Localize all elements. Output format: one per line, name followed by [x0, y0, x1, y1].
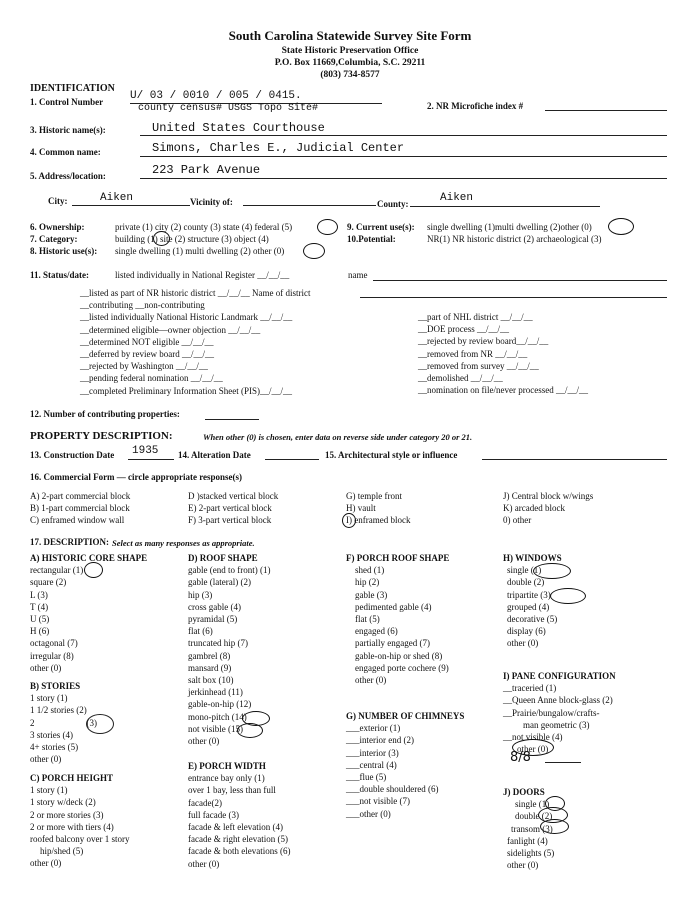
porch-roof-title: F) PORCH ROOF SHAPE [346, 553, 450, 563]
pane-option[interactable]: __Queen Anne block-glass (2) [503, 695, 613, 706]
identification-heading: IDENTIFICATION [30, 83, 115, 94]
alteration-date-label: 14. Alteration Date [178, 450, 251, 460]
porch-width-group [188, 760, 290, 870]
commercial-form-label: 16. Commercial Form — circle appropriate response(s) [30, 472, 243, 482]
status-item[interactable]: __removed from NR __/__/__ [418, 348, 528, 359]
status-item[interactable]: __rejected by review board__/__/__ [418, 336, 549, 347]
commercial-col-2 [188, 490, 278, 527]
porch-roof-option[interactable]: engaged porte cochere (9) [355, 662, 449, 673]
historic-name-label: 3. Historic name(s): [30, 125, 106, 135]
porch-width-option[interactable]: full facade (3) [188, 809, 239, 820]
pane-option[interactable]: __Prairie/bungalow/crafts- [503, 707, 600, 718]
commercial-option[interactable]: 0) other [503, 515, 532, 526]
commercial-option[interactable]: D )stacked vertical block [188, 491, 279, 501]
stories-option[interactable]: 1 story (1) [30, 693, 68, 704]
form-title: South Carolina Statewide Survey Site Form [228, 28, 472, 43]
porch-roof-option[interactable]: other (0) [355, 675, 387, 686]
porch-roof-option[interactable]: shed (1) [355, 565, 385, 576]
core-shape-option[interactable]: H (6) [30, 626, 50, 637]
district-name-line[interactable] [360, 297, 667, 298]
porch-width-title: E) PORCH WIDTH [188, 761, 266, 771]
control-number-sublabel: county census# USGS Topo Site# [138, 103, 319, 114]
construction-date-line [128, 459, 174, 460]
roof-shape-option[interactable]: jerkinhead (11) [188, 687, 243, 698]
potential-options[interactable]: NR(1) NR historic district (2) archaeological (3) [427, 234, 602, 244]
chimney-option[interactable]: ___central (4) [346, 759, 397, 770]
commercial-option[interactable]: I) enframed block [346, 515, 411, 526]
porch-roof-option[interactable]: gable-on-hip or shed (8) [355, 650, 443, 661]
window-single-circle [533, 563, 571, 579]
style-line[interactable] [482, 459, 667, 460]
construction-date-value[interactable]: 1935 [132, 445, 159, 457]
roof-shape-option[interactable]: other (0) [188, 736, 220, 747]
status-item[interactable]: __listed individually National Historic Landmark __/__/__ [80, 312, 293, 323]
status-item[interactable]: __demolished __/__/__ [418, 373, 503, 384]
door-option[interactable]: single (1) [515, 799, 550, 810]
pane-option[interactable]: other (0) [517, 744, 549, 755]
window-option[interactable]: single (1) [507, 565, 542, 576]
porch-width-option[interactable]: facade(2) [188, 797, 222, 808]
core-shape-option[interactable]: U (5) [30, 614, 50, 625]
chimneys-group [346, 710, 464, 820]
door-option[interactable]: other (0) [507, 860, 539, 871]
door-option[interactable]: sidelights (5) [507, 848, 555, 859]
construction-date-label: 13. Construction Date [30, 450, 115, 460]
core-shape-title: A) HISTORIC CORE SHAPE [30, 553, 148, 563]
porch-width-option[interactable]: entrance bay only (1) [188, 773, 265, 784]
doors-title: J) DOORS [503, 787, 545, 797]
porch-width-option[interactable]: facade & right elevation (5) [188, 834, 288, 845]
enframed-block-circle [342, 513, 356, 528]
pane-handwritten-line [545, 762, 581, 763]
status-label: 11. Status/date: [30, 270, 90, 280]
category-label: 7. Category: [30, 234, 78, 244]
roof-shape-option[interactable]: salt box (10) [188, 675, 234, 686]
pane-configuration-title: I) PANE CONFIGURATION [503, 671, 616, 681]
office-name: State Historic Preservation Office [281, 46, 419, 56]
commercial-option[interactable]: B) 1-part commercial block [30, 503, 130, 514]
status-item[interactable]: __listed as part of NR historic district __/__/__ Name of district [80, 288, 311, 298]
address-line [140, 178, 667, 179]
door-option[interactable]: transom (3) [511, 823, 553, 834]
stories-title: B) STORIES [30, 681, 81, 691]
stories-two-label: 2 [30, 717, 35, 728]
commercial-option[interactable]: A) 2-part commercial block [30, 491, 131, 501]
stories-two-code: (3) [86, 717, 97, 728]
chimney-option[interactable]: ___other (0) [346, 808, 391, 819]
status-item[interactable]: __rejected by Washington __/__/__ [80, 361, 208, 372]
window-option[interactable]: tripartite (3) [507, 589, 551, 600]
roof-shape-option[interactable]: gambrel (8) [188, 650, 231, 661]
commercial-option[interactable]: C) enframed window wall [30, 515, 125, 526]
core-shape-option[interactable]: L (3) [30, 589, 48, 600]
commercial-option[interactable]: J) Central block w/wings [503, 491, 594, 501]
status-left-list [80, 287, 310, 397]
address-value[interactable]: 223 Park Avenue [152, 163, 261, 177]
roof-shape-option[interactable]: mono-pitch (14) [188, 711, 247, 722]
porch-height-option[interactable]: 1 story (1) [30, 785, 68, 796]
vicinity-line[interactable] [243, 205, 376, 206]
status-name-line[interactable] [373, 280, 667, 281]
porch-height-option[interactable]: other (0) [30, 858, 62, 869]
contributing-properties-label: 12. Number of contributing properties: [30, 409, 180, 419]
core-shape-option[interactable]: square (2) [30, 577, 67, 588]
nr-microfiche-label: 2. NR Microfiche index # [427, 101, 524, 111]
city-line [72, 205, 190, 206]
ownership-federal-circle [317, 219, 338, 235]
window-option[interactable]: double (2) [507, 577, 545, 588]
roof-shape-option[interactable]: mansard (9) [188, 662, 232, 673]
not-visible-circle [237, 723, 263, 738]
category-options[interactable]: building (1) site (2) structure (3) object (4) [115, 234, 269, 244]
porch-height-option[interactable]: 2 or more stories (3) [30, 809, 104, 820]
city-label: City: [48, 196, 68, 206]
description-note: Select as many responses as appropriate. [112, 538, 255, 548]
alteration-date-line[interactable] [265, 459, 319, 460]
door-option[interactable]: fanlight (4) [507, 835, 548, 846]
rectangular-circle [84, 562, 103, 578]
porch-height-title: C) PORCH HEIGHT [30, 773, 114, 783]
porch-width-option[interactable]: over 1 bay, less than full [188, 785, 276, 796]
commercial-option[interactable]: G) temple front [346, 491, 402, 501]
historic-use-options[interactable]: single dwelling (1) multi dwelling (2) other (0) [115, 246, 285, 256]
core-shape-option[interactable]: T (4) [30, 601, 49, 612]
porch-height-group [30, 772, 129, 870]
chimney-option[interactable]: ___flue (5) [346, 772, 387, 783]
porch-height-option[interactable]: 2 or more with tiers (4) [30, 821, 114, 832]
window-option[interactable]: grouped (4) [507, 601, 550, 612]
historic-use-label: 8. Historic use(s): [30, 246, 98, 256]
status-item[interactable]: __deferred by review board __/__/__ [80, 349, 214, 360]
window-tripartite-circle [550, 588, 586, 604]
porch-width-option[interactable]: facade & both elevations (6) [188, 846, 291, 857]
porch-roof-group [346, 552, 449, 686]
roof-shape-title: D) ROOF SHAPE [188, 553, 258, 563]
porch-roof-option[interactable]: partially engaged (7) [355, 638, 430, 649]
roof-shape-option[interactable]: truncated hip (7) [188, 638, 248, 649]
core-shape-option[interactable]: other (0) [30, 662, 62, 673]
status-item[interactable]: __contributing __non-contributing [80, 300, 205, 311]
chimney-option[interactable]: ___double shouldered (6) [346, 784, 439, 795]
status-item[interactable]: __nomination on file/never processed __/__/__ [418, 385, 588, 396]
porch-roof-option[interactable]: gable (3) [355, 589, 388, 600]
porch-height-option[interactable]: roofed balcony over 1 story [30, 834, 130, 845]
windows-title: H) WINDOWS [503, 553, 562, 563]
chimney-option[interactable]: ___exterior (1) [346, 723, 401, 734]
ownership-options[interactable]: private (1) city (2) county (3) state (4) federal (5) [115, 222, 293, 232]
roof-shape-option[interactable]: gable (end to front) (1) [188, 565, 271, 576]
roof-shape-option[interactable]: gable (lateral) (2) [188, 577, 251, 588]
current-use-options[interactable]: single dwelling (1)multi dwelling (2)other (0) [427, 222, 592, 232]
pane-handwritten-value[interactable]: 8/8 [510, 750, 531, 765]
porch-height-option[interactable]: 1 story w/deck (2) [30, 797, 96, 808]
commercial-option[interactable]: F) 3-part vertical block [188, 515, 272, 526]
chimney-option[interactable]: ___interior (3) [346, 747, 399, 758]
core-shape-option[interactable]: irregular (8) [30, 650, 74, 661]
pane-option[interactable]: __not visible (4) [503, 732, 563, 743]
roof-shape-option[interactable]: pyramidal (5) [188, 614, 238, 625]
status-item[interactable]: __pending federal nomination __/__/__ [80, 373, 223, 384]
pane-option[interactable]: man geometric (3) [523, 719, 590, 730]
stories-option[interactable]: 4+ stories (5) [30, 742, 79, 753]
porch-roof-option[interactable]: flat (5) [355, 614, 380, 625]
status-item[interactable]: __part of NHL district __/__/__ [418, 312, 533, 322]
status-right-list [418, 311, 588, 396]
porch-height-option[interactable]: hip/shed (5) [40, 846, 84, 857]
roof-shape-option[interactable]: hip (3) [188, 589, 213, 600]
control-number-value[interactable]: U/ 03 / 0010 / 005 / 0415. [130, 90, 302, 102]
stories-option[interactable]: 1 1/2 stories (2) [30, 705, 87, 716]
potential-label: 10.Potential: [347, 234, 396, 244]
core-shape-option[interactable]: rectangular (1) [30, 565, 84, 576]
stories-option[interactable]: 3 stories (4) [30, 729, 73, 740]
window-option[interactable]: other (0) [507, 638, 539, 649]
window-option[interactable]: display (6) [507, 626, 546, 637]
style-label: 15. Architectural style or influence [325, 450, 458, 460]
chimney-option[interactable]: ___not visible (7) [346, 796, 410, 807]
common-name-value[interactable]: Simons, Charles E., Judicial Center [152, 141, 405, 155]
roof-shape-option[interactable]: cross gable (4) [188, 601, 241, 612]
county-value[interactable]: Aiken [440, 192, 474, 204]
core-shape-option[interactable]: octagonal (7) [30, 638, 78, 649]
chimneys-title: G) NUMBER OF CHIMNEYS [346, 711, 465, 721]
status-item[interactable]: __determined eligible—owner objection __/__/__ [80, 324, 261, 335]
roof-shape-option[interactable]: gable-on-hip (12) [188, 699, 252, 710]
porch-roof-option[interactable]: engaged (6) [355, 626, 398, 637]
historic-name-value[interactable]: United States Courthouse [152, 121, 325, 135]
door-transom-circle [540, 819, 569, 834]
status-item[interactable]: __determined NOT eligible __/__/__ [80, 336, 214, 347]
stories-option[interactable]: other (0) [30, 754, 62, 765]
commercial-col-1 [30, 490, 130, 527]
status-listed-individually[interactable]: listed individually in National Register __/__/__ [115, 270, 290, 280]
door-option[interactable]: double (2) [515, 811, 553, 822]
description-label: 17. DESCRIPTION: [30, 537, 110, 547]
historic-use-other-circle [303, 243, 325, 259]
commercial-option[interactable]: E) 2-part vertical block [188, 503, 272, 514]
control-number-label: 1. Control Number [30, 97, 104, 107]
commercial-option[interactable]: K) arcaded block [503, 503, 565, 514]
category-building-circle [153, 231, 170, 246]
property-description-heading: PROPERTY DESCRIPTION: [30, 430, 173, 442]
vicinity-label: Vicinity of: [190, 197, 233, 207]
commercial-col-4 [503, 490, 593, 527]
status-item[interactable]: __completed Preliminary Information Sheet (PIS)__/__/__ [80, 385, 292, 396]
porch-width-option[interactable]: other (0) [188, 858, 220, 869]
contributing-properties-line[interactable] [205, 419, 259, 420]
roof-shape-option[interactable]: flat (6) [188, 626, 213, 637]
status-name-label: name [348, 270, 368, 280]
city-value[interactable]: Aiken [100, 192, 134, 204]
porch-roof-option[interactable]: hip (2) [355, 577, 380, 588]
chimney-option[interactable]: ___interior end (2) [346, 735, 414, 746]
current-use-other-circle [608, 218, 634, 235]
two-stories-circle [86, 714, 114, 734]
office-phone: (803) 734-8577 [320, 70, 380, 80]
nr-microfiche-line[interactable] [545, 110, 667, 111]
roof-shape-option[interactable]: not visible (15) [188, 723, 243, 734]
office-address: P.O. Box 11669,Columbia, S.C. 29211 [274, 58, 426, 68]
current-use-label: 9. Current use(s): [347, 222, 415, 232]
status-item[interactable]: __DOE process __/__/__ [418, 324, 509, 335]
ownership-label: 6. Ownership: [30, 222, 85, 232]
common-name-line [140, 156, 667, 157]
status-item[interactable]: __removed from survey __/__/__ [418, 360, 539, 371]
historic-name-line [140, 135, 667, 136]
commercial-option[interactable]: H) vault [346, 503, 376, 514]
porch-roof-option[interactable]: pedimented gable (4) [355, 601, 432, 612]
pane-option[interactable]: __traceried (1) [503, 683, 557, 694]
porch-width-option[interactable]: facade & left elevation (4) [188, 822, 283, 833]
address-label: 5. Address/location: [30, 171, 106, 181]
county-label: County: [377, 199, 409, 209]
county-line [410, 206, 600, 207]
window-option[interactable]: decorative (5) [507, 614, 558, 625]
common-name-label: 4. Common name: [30, 147, 101, 157]
property-description-note: When other (0) is chosen, enter data on reverse side under category 20 or 21. [203, 432, 473, 442]
